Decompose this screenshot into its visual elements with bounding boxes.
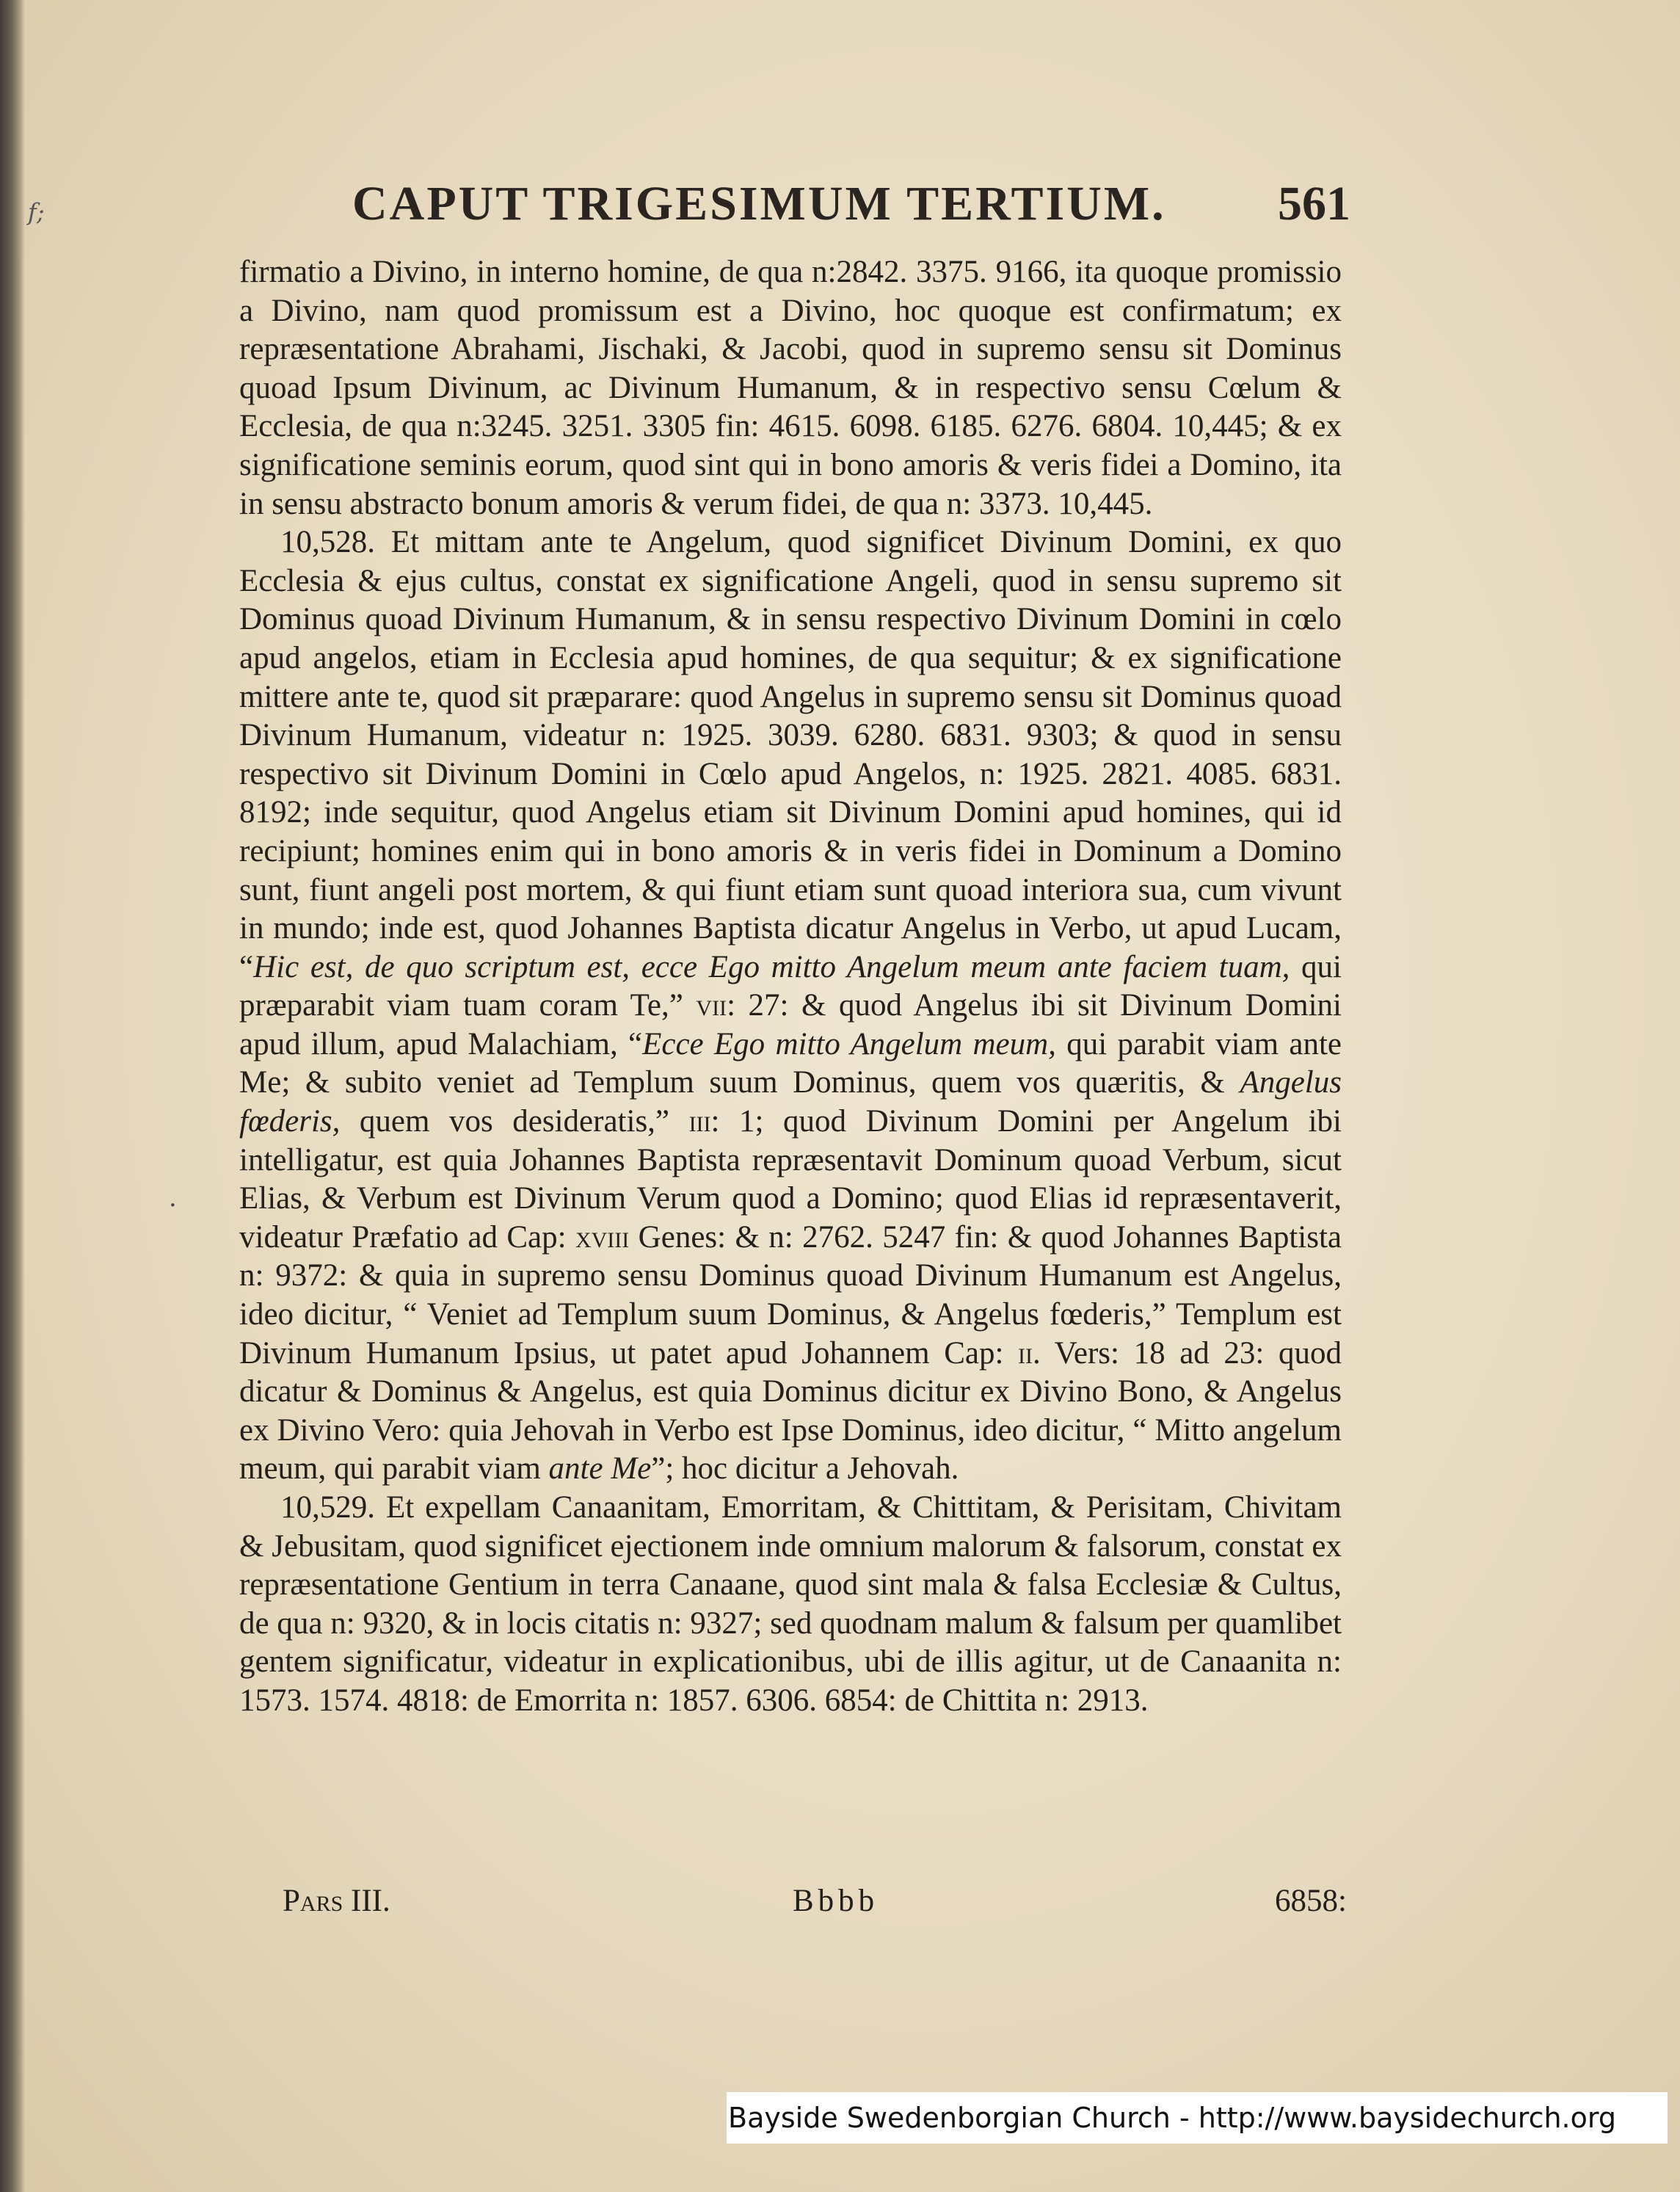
text-run: : 1; quod Divinum Domini per Angelum ibi intelligatur, est quia Johannes Baptista repræsentavit Dominum quoad Verbum, sicut Elias, & Verbum est Divinum Verum quod a Domino; quod Elias id repræsentaverit, videatur Præfatio ad Cap: — [239, 1104, 1342, 1255]
page-footer — [283, 1883, 1347, 1927]
chapter-ref: vii — [696, 988, 727, 1023]
text-run: 10,528. Et mittam ante te Angelum, quod significet Divinum Domini, ex quo Ecclesia & ejus cultus, constat ex significatione Angeli, quod in sensu supremo sit Dominus quoad Divinum Humanum, & in sensu respectivo Divinum Domini in cœlo apud angelos, etiam in Ecclesia apud homines, de qua sequitur; & ex significatione mittere ante te, quod sit præparare: quod Angelus in supremo sensu sit Dominus quoad Divinum Humanum, videatur n: 1925. 3039. 6280. 6831. 9303; & quod in sensu respectivo sit Divinum Domini in Cœlo apud Angelos, n: 1925. 2821. 4085. 6831. 8192; inde sequitur, quod Angelus etiam sit Divinum Domini apud homines, qui id recipiunt; homines enim qui in bono amoris & in veris fidei in Dominum a Domino sunt, fiunt angeli post mortem, & qui fiunt etiam sunt quoad interiora sua, cum vivunt in mundo; inde est, quod Johannes Baptista dicatur Angelus in Verbo, ut apud Lucam, “ — [239, 525, 1342, 984]
text-run: Genes: & n: 2762. 5247 fin: & quod Johannes Baptista n: 9372: & quia in supremo sensu Dominus quoad Divinum Humanum est Angelus, ideo dicitur, “ Veniet ad Templum suum Dominus, & Angelus fœderis,” Templum est Divinum Humanum Ipsius, ut patet apud Johannem Cap: — [239, 1219, 1342, 1371]
chapter-ref: xviii — [575, 1219, 630, 1255]
text-run: . Vers: 18 ad 23: quod dicatur & Dominus & Angelus, est quia Dominus dicitur ex Divino Bono, & Angelus ex Divino Vero: quia Jehovah in Verbo est Ipse Dominus, ideo dicitur, “ Mitto angelum meum, qui parabit viam — [239, 1335, 1342, 1487]
signature-mark: Bbbb — [793, 1884, 879, 1918]
chapter-ref: iii — [688, 1104, 711, 1139]
text-run: quem vos desideratis,” — [340, 1104, 689, 1139]
italic-quote: ante Me — [548, 1451, 652, 1487]
text-run: qui parabit viam ante Me; & subito veniet ad Templum suum Dominus, quem vos quæritis, & — [239, 1026, 1342, 1100]
running-title: CAPUT TRIGESIMUM TERTIUM. — [352, 177, 1166, 231]
margin-dot: · — [169, 1191, 177, 1220]
italic-quote: Ecce Ego mitto Angelum meum, — [642, 1026, 1056, 1061]
paragraph-continuation: firmatio a Divino, in interno homine, de qua n:2842. 3375. 9166, ita quoque promissio a Divino, nam quod promissum est a Divino, hoc quoque est confirmatum; ex repræsentatione Abrahami, Jischaki, & Jacobi, quod in supremo sensu sit Dominus quoad Ipsum Divinum, ac Divinum Humanum, & in respectivo sensu Cœlum & Ecclesia, de qua n:3245. 3251. 3305 fin: 4615. 6098. 6185. 6276. 6804. 10,445; & ex significatione seminis eorum, quod sint qui in bono amoris & veris fidei a Domino, ita in sensu abstracto bonum amoris & verum fidei, de qua n: 3373. 10,445. — [239, 255, 1342, 521]
body-text — [239, 253, 1342, 1721]
watermark-credit: Bayside Swedenborgian Church - http://www.baysidechurch.org — [727, 2092, 1668, 2144]
part-label: Pars III. — [283, 1884, 390, 1918]
page-header — [352, 176, 1350, 242]
paragraph-10529: 10,529. Et expellam Canaanitam, Emorritam, & Chittitam, & Perisitam, Chivitam & Jebusitam, quod significet ejectionem inde omnium malorum & falsorum, constat ex repræsentatione Gentium in terra Canaane, quod sint mala & falsa Ecclesiæ & Cultus, de qua n: 9320, & in locis citatis n: 9327; sed quodnam malum & falsum per quamlibet gentem significatur, videatur in explicationibus, ubi de illis agitur, ut de Canaanita n: 1573. 1574. 4818: de Emorrita n: 1857. 6306. 6854: de Chittita n: 2913. — [239, 1490, 1342, 1718]
italic-quote: Hic est, de quo scriptum est, ecce Ego mitto Angelum meum ante faciem tuam, — [253, 949, 1290, 984]
text-run: : 27: & quod Angelus ibi sit Divinum Domini apud illum, apud Malachiam, “ — [239, 988, 1342, 1061]
chapter-ref: ii — [1018, 1335, 1033, 1371]
italic-quote: Angelus fœderis, — [239, 1065, 1342, 1139]
text-run: qui præparabit viam tuam coram Te,” — [239, 949, 1342, 1023]
page-number: 561 — [1278, 177, 1350, 231]
text-run: ”; hoc dicitur a Jehovah. — [651, 1451, 959, 1487]
margin-mark: f; — [28, 198, 45, 226]
book-binding-edge — [0, 0, 25, 2192]
paragraph-10528 — [239, 523, 1342, 1489]
catchword: 6858: — [1275, 1884, 1347, 1918]
